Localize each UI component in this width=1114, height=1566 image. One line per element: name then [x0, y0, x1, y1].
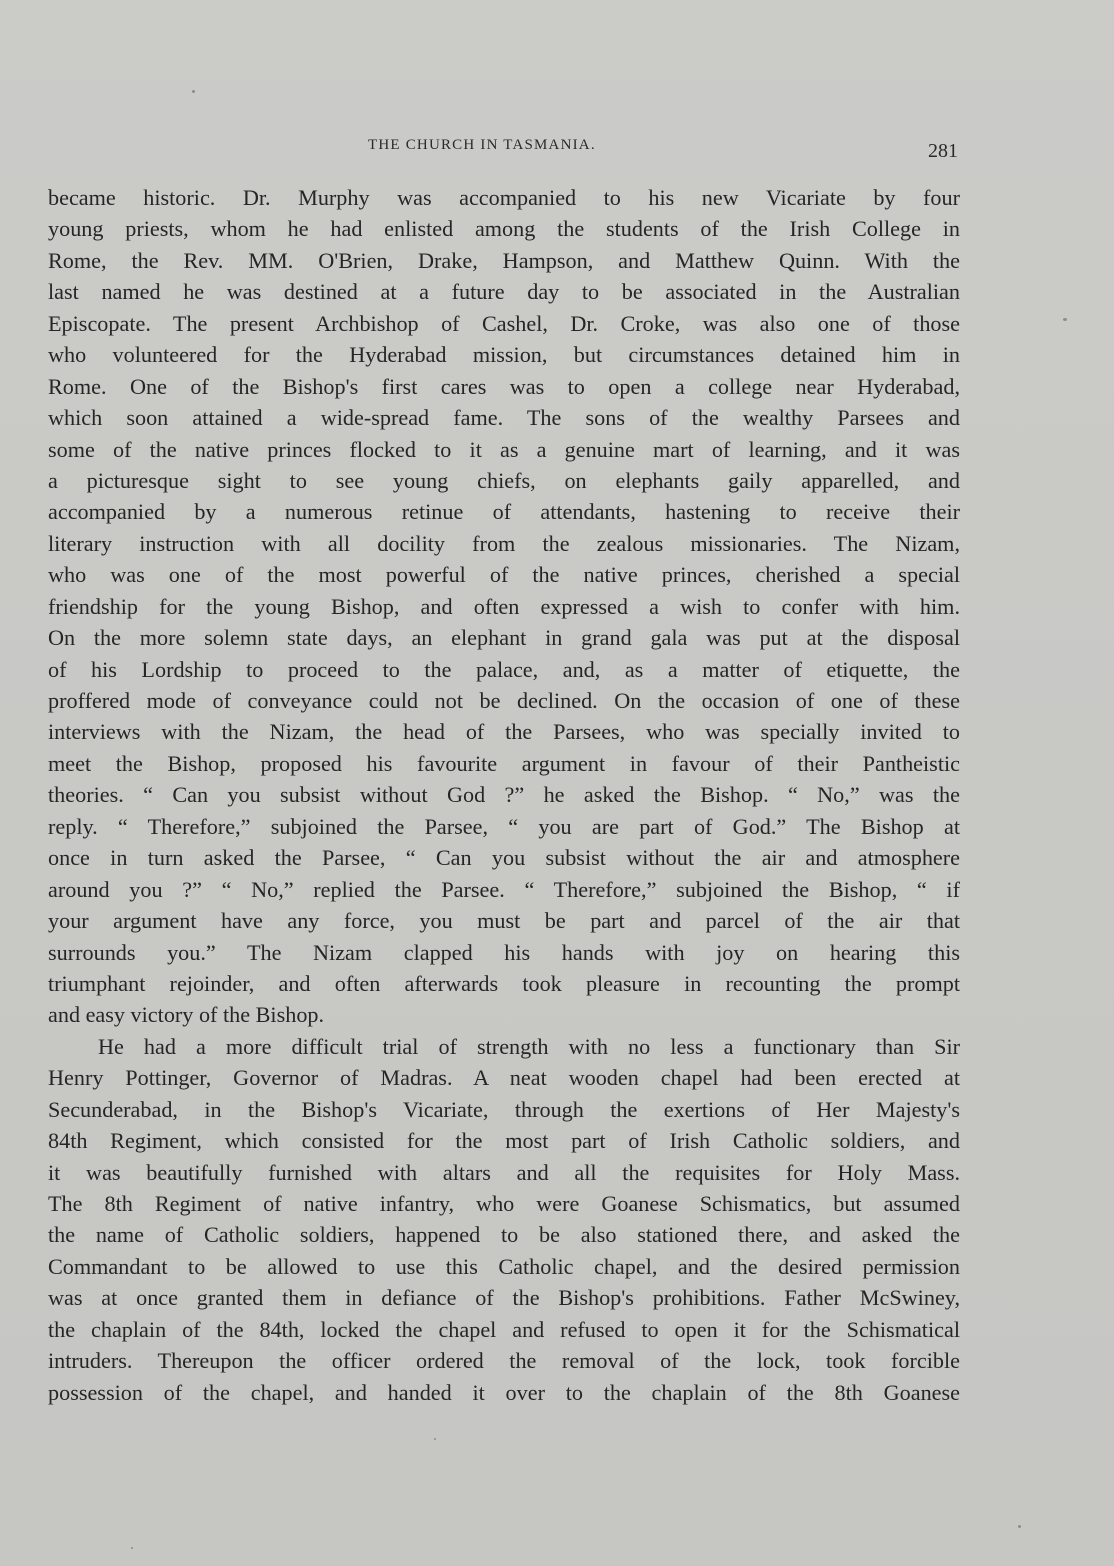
text-line: your argument have any force, you must be part and parcel of the air that: [48, 908, 960, 934]
paper-speck: [1018, 1525, 1021, 1528]
text-line: theories. “ Can you subsist without God ?” he asked the Bishop. “ No,” was the: [48, 782, 960, 808]
text-line: proffered mode of conveyance could not be declined. On the occasion of one of these: [48, 688, 960, 713]
text-line: who was one of the most powerful of the native princes, cherished a special: [48, 562, 960, 588]
text-line: a picturesque sight to see young chiefs, on elephants gaily apparelled, and: [48, 467, 960, 493]
text-line: interviews with the Nizam, the head of the Parsees, who was specially invited to: [48, 719, 960, 745]
running-head: [0, 137, 1114, 161]
running-title: THE CHURCH IN TASMANIA.: [368, 137, 596, 153]
text-line: Henry Pottinger, Governor of Madras. A neat wooden chapel had been erected at: [48, 1065, 960, 1091]
text-line: Secunderabad, in the Bishop's Vicariate, through the exertions of Her Majesty's: [48, 1096, 960, 1122]
text-line: which soon attained a wide-spread fame. The sons of the wealthy Parsees and: [48, 405, 960, 431]
text-line: intruders. Thereupon the officer ordered the removal of the lock, took forcible: [48, 1348, 960, 1374]
paragraph-start-line: He had a more difficult trial of strength with no less a functionary than Sir: [98, 1033, 960, 1059]
paragraph-end-line: and easy victory of the Bishop.: [48, 1002, 325, 1028]
paper-speck: [434, 1438, 436, 1440]
text-line: surrounds you.” The Nizam clapped his hands with joy on hearing this: [48, 939, 960, 965]
text-line: young priests, whom he had enlisted among the students of the Irish College in: [48, 216, 960, 242]
text-line: around you ?” “ No,” replied the Parsee. “ Therefore,” subjoined the Bishop, “ if: [48, 876, 960, 902]
text-line: 84th Regiment, which consisted for the most part of Irish Catholic soldiers, and: [48, 1128, 960, 1154]
text-line: friendship for the young Bishop, and often expressed a wish to confer with him.: [48, 593, 960, 619]
text-line: who volunteered for the Hyderabad mission, but circumstances detained him in: [48, 342, 960, 368]
text-line: it was beautifully furnished with altars and all the requisites for Holy Mass.: [48, 1159, 960, 1185]
text-line: On the more solemn state days, an elephant in grand gala was put at the disposal: [48, 625, 960, 651]
text-line: was at once granted them in defiance of the Bishop's prohibitions. Father McSwiney,: [48, 1285, 960, 1311]
page-number: 281: [928, 140, 958, 162]
text-line: Episcopate. The present Archbishop of Cashel, Dr. Croke, was also one of those: [48, 310, 960, 336]
text-line: last named he was destined at a future day to be associated in the Australian: [48, 279, 960, 305]
text-line: became historic. Dr. Murphy was accompanied to his new Vicariate by four: [48, 185, 960, 210]
text-line: Commandant to be allowed to use this Catholic chapel, and the desired permission: [48, 1253, 960, 1279]
text-line: possession of the chapel, and handed it over to the chaplain of the 8th Goanese: [48, 1379, 960, 1405]
body-text: [48, 182, 960, 1408]
text-line: once in turn asked the Parsee, “ Can you subsist without the air and atmosphere: [48, 845, 960, 871]
text-line: some of the native princes flocked to it as a genuine mart of learning, and it was: [48, 436, 960, 462]
paper-speck: [131, 1547, 133, 1549]
text-line: literary instruction with all docility from the zealous missionaries. The Nizam,: [48, 530, 960, 556]
text-line: of his Lordship to proceed to the palace, and, as a matter of etiquette, the: [48, 656, 960, 682]
text-line: Rome. One of the Bishop's first cares was to open a college near Hyderabad,: [48, 373, 960, 399]
paper-speck: [1063, 318, 1067, 321]
text-line: Rome, the Rev. MM. O'Brien, Drake, Hampson, and Matthew Quinn. With the: [48, 247, 960, 273]
text-line: meet the Bishop, proposed his favourite argument in favour of their Pantheistic: [48, 750, 960, 776]
text-line: the chaplain of the 84th, locked the chapel and refused to open it for the Schismatical: [48, 1316, 960, 1342]
paper-speck: [192, 90, 195, 93]
text-line: The 8th Regiment of native infantry, who were Goanese Schismatics, but assumed: [48, 1191, 960, 1216]
text-line: the name of Catholic soldiers, happened to be also stationed there, and asked the: [48, 1222, 960, 1248]
text-line: triumphant rejoinder, and often afterwards took pleasure in recounting the prompt: [48, 970, 960, 996]
text-line: reply. “ Therefore,” subjoined the Parsee, “ you are part of God.” The Bishop at: [48, 813, 960, 839]
text-line: accompanied by a numerous retinue of attendants, hastening to receive their: [48, 499, 960, 525]
